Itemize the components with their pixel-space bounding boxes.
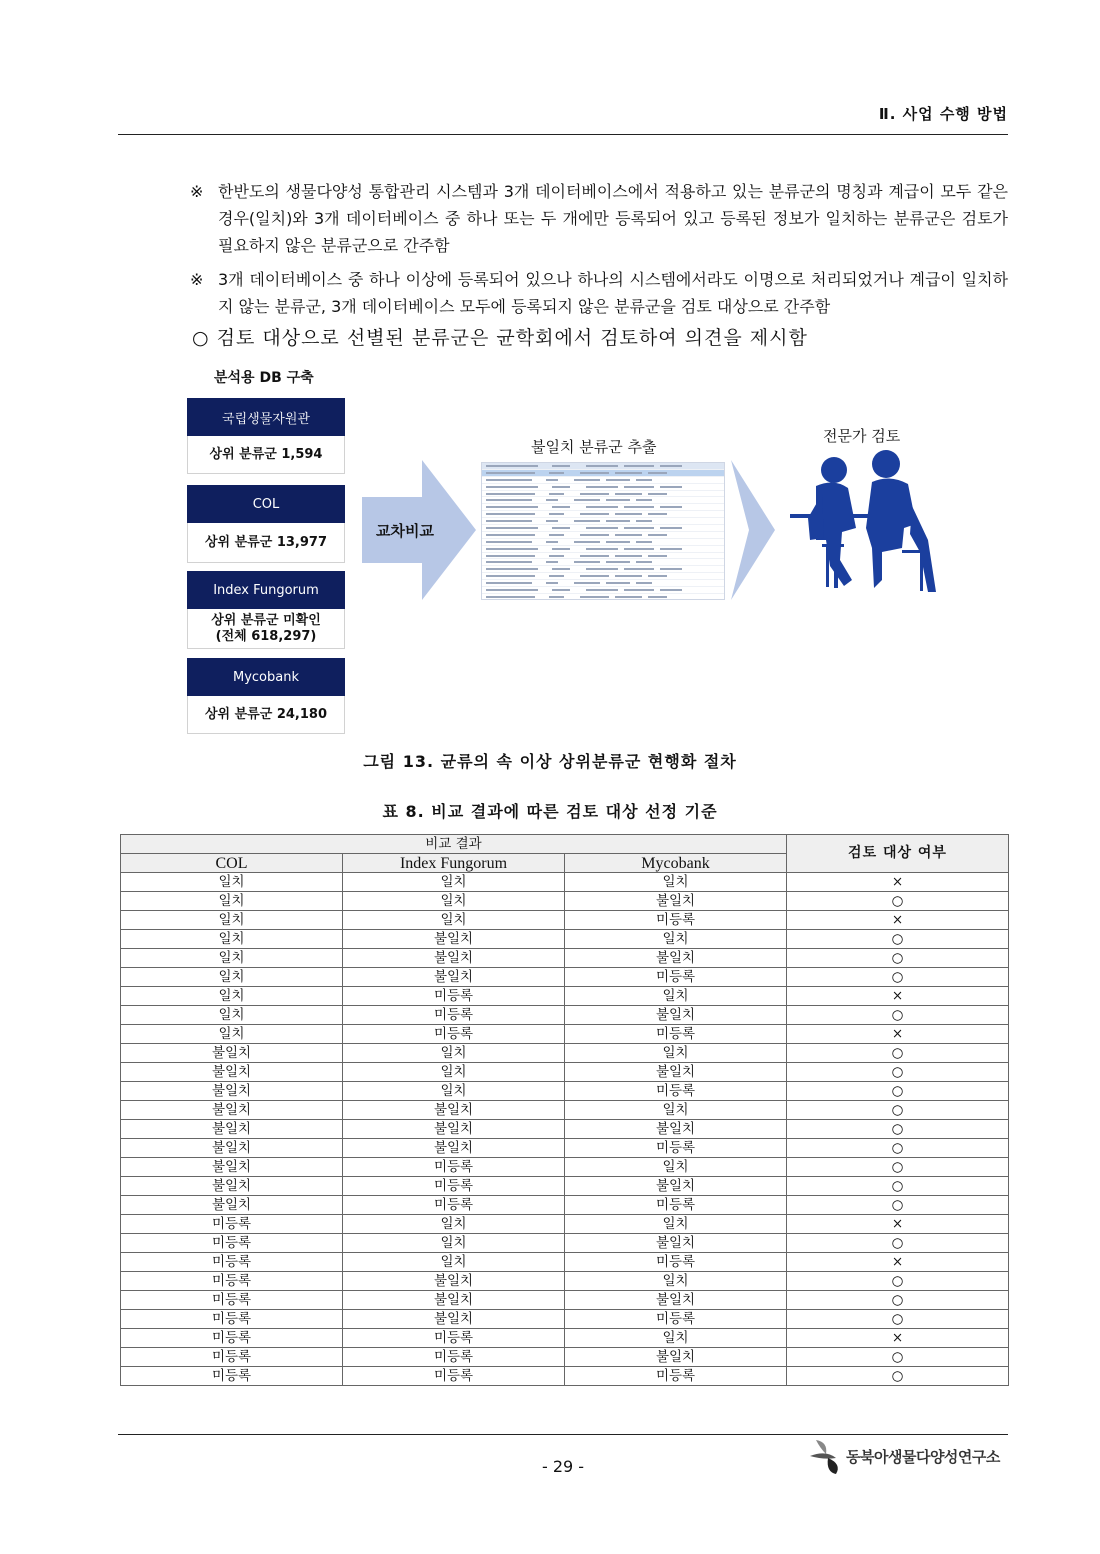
table-row [121,949,1009,968]
cross-compare-label: 교차비교 [376,522,434,540]
note-1 [190,178,1008,259]
result-cell: 불일치 [121,1196,343,1215]
result-cell: 미등록 [565,968,787,987]
result-cell: 미등록 [121,1367,343,1386]
table-review-header: 검토 대상 여부 [787,835,1009,873]
result-cell: 일치 [565,1272,787,1291]
criteria-table [120,834,1009,1386]
review-flag-cell: ○ [787,1044,1009,1063]
thumbnail-row [482,559,724,566]
result-cell: 일치 [121,1006,343,1025]
result-cell: 미등록 [343,1006,565,1025]
review-flag-cell: ○ [787,949,1009,968]
result-cell: 미등록 [343,1196,565,1215]
result-cell: 불일치 [565,949,787,968]
result-cell: 불일치 [343,930,565,949]
table-row [121,892,1009,911]
result-cell: 일치 [343,1234,565,1253]
review-flag-cell: ○ [787,1310,1009,1329]
result-cell: 불일치 [121,1044,343,1063]
table-row [121,1063,1009,1082]
review-flag-cell: ○ [787,1063,1009,1082]
result-cell: 미등록 [343,987,565,1006]
thumbnail-row [482,573,724,580]
table-group-header: 비교 결과 [121,835,787,854]
review-flag-cell: × [787,1253,1009,1272]
table-row [121,1044,1009,1063]
result-cell: 일치 [121,911,343,930]
result-cell: 미등록 [343,1329,565,1348]
result-cell: 일치 [343,1063,565,1082]
thumbnail-row [482,477,724,484]
result-cell: 미등록 [121,1291,343,1310]
result-cell: 미등록 [343,1348,565,1367]
result-cell: 불일치 [121,1177,343,1196]
review-flag-cell: ○ [787,930,1009,949]
result-cell: 불일치 [343,1101,565,1120]
extract-label: 불일치 분류군 추출 [531,438,657,456]
review-flag-cell: × [787,987,1009,1006]
result-cell: 불일치 [343,1310,565,1329]
result-cell: 미등록 [121,1215,343,1234]
review-flag-cell: ○ [787,892,1009,911]
table-row [121,1253,1009,1272]
note-mark: ※ [190,270,204,289]
result-cell: 불일치 [121,1063,343,1082]
thumbnail-row [482,532,724,539]
result-cell: 미등록 [565,911,787,930]
result-cell: 미등록 [343,1367,565,1386]
result-cell: 불일치 [343,968,565,987]
table-row [121,1272,1009,1291]
db-detail [187,609,345,649]
review-flag-cell: × [787,1329,1009,1348]
review-flag-cell: ○ [787,1196,1009,1215]
db-box-index-fungorum [187,571,345,649]
review-flag-cell: ○ [787,1006,1009,1025]
result-cell: 불일치 [565,1006,787,1025]
result-cell: 불일치 [565,1120,787,1139]
result-cell: 미등록 [565,1196,787,1215]
db-box-col [187,485,345,563]
result-cell: 불일치 [565,1291,787,1310]
result-cell: 불일치 [565,1234,787,1253]
thumbnail-row [482,580,724,587]
result-cell: 불일치 [121,1101,343,1120]
result-cell: 불일치 [343,1291,565,1310]
thumbnail-row [482,546,724,553]
db-name: COL [187,485,345,523]
review-flag-cell: ○ [787,1082,1009,1101]
result-cell: 미등록 [121,1329,343,1348]
result-cell: 일치 [565,873,787,892]
db-detail-line: (전체 618,297) [215,628,317,644]
result-cell: 일치 [565,1215,787,1234]
review-flag-cell: ○ [787,1367,1009,1386]
result-cell: 미등록 [343,1025,565,1044]
review-flag-cell: × [787,911,1009,930]
result-cell: 일치 [121,968,343,987]
table-row [121,968,1009,987]
thumbnail-row [482,553,724,560]
table-row [121,987,1009,1006]
thumbnail-row [482,491,724,498]
result-cell: 일치 [121,892,343,911]
db-name: 국립생물자원관 [187,398,345,436]
result-cell: 불일치 [343,1139,565,1158]
review-flag-cell: ○ [787,1291,1009,1310]
table-row [121,1310,1009,1329]
review-flag-cell: × [787,1215,1009,1234]
review-flag-cell: ○ [787,1139,1009,1158]
result-cell: 일치 [343,911,565,930]
review-flag-cell: ○ [787,1101,1009,1120]
bullet-paragraph: ○ 검토 대상으로 선별된 분류군은 균학회에서 검토하여 의견을 제시함 [192,327,808,349]
table-col-header: Index Fungorum [343,854,565,873]
result-cell: 미등록 [121,1253,343,1272]
result-cell: 일치 [343,873,565,892]
thumbnail-row [482,470,724,477]
figure-caption: 그림 13. 균류의 속 이상 상위분류군 현행화 절차 [363,752,737,771]
db-name: Mycobank [187,658,345,696]
table-row [121,1348,1009,1367]
result-cell: 미등록 [565,1025,787,1044]
table-row [121,1158,1009,1177]
result-cell: 불일치 [565,1063,787,1082]
note-2 [190,266,1008,320]
result-cell: 일치 [565,930,787,949]
result-cell: 일치 [343,1082,565,1101]
org-logo-icon [806,1436,846,1476]
thumbnail-row [482,566,724,573]
result-cell: 미등록 [121,1310,343,1329]
review-flag-cell: ○ [787,1120,1009,1139]
table-row [121,1177,1009,1196]
review-flag-cell: ○ [787,1177,1009,1196]
thumbnail-row [482,518,724,525]
table-row [121,1367,1009,1386]
page-number: - 29 - [541,1457,585,1476]
review-flag-cell: ○ [787,1272,1009,1291]
table-row [121,1006,1009,1025]
db-box-mycobank [187,658,345,734]
result-cell: 일치 [121,1025,343,1044]
result-cell: 미등록 [565,1139,787,1158]
db-name: Index Fungorum [187,571,345,609]
note-mark: ※ [190,182,204,201]
note-text: 한반도의 생물다양성 통합관리 시스템과 3개 데이터베이스에서 적용하고 있는 분류군의 명칭과 계급이 모두 같은 경우(일치)와 3개 데이터베이스 중 하나 또는 두 개에만 등록되어 있고 등록된 정보가 일치하는 분류군은 검토가 필요하지 않은 분류군으로 간주함 [218,182,1008,255]
result-cell: 일치 [343,892,565,911]
review-flag-cell: × [787,873,1009,892]
result-cell: 미등록 [121,1348,343,1367]
result-cell: 일치 [121,987,343,1006]
result-cell: 일치 [343,1215,565,1234]
table-row [121,911,1009,930]
table-row [121,1120,1009,1139]
result-cell: 불일치 [121,1082,343,1101]
result-cell: 불일치 [121,1120,343,1139]
result-cell: 불일치 [343,1272,565,1291]
db-detail: 상위 분류군 1,594 [187,436,345,474]
header-title: Ⅱ. 사업 수행 방법 [878,105,1008,123]
table-row [121,1329,1009,1348]
thumbnail-row [482,484,724,491]
thumbnail-row [482,511,724,518]
result-cell: 미등록 [565,1082,787,1101]
table-row [121,1291,1009,1310]
result-cell: 일치 [343,1044,565,1063]
table-row [121,1025,1009,1044]
footer-rule [118,1434,1008,1435]
table-row [121,1082,1009,1101]
result-cell: 불일치 [565,892,787,911]
result-cell: 미등록 [121,1234,343,1253]
result-cell: 불일치 [565,1348,787,1367]
thumbnail-row [482,539,724,546]
result-cell: 불일치 [343,1120,565,1139]
expert-arrow [731,460,777,600]
review-flag-cell: ○ [787,1158,1009,1177]
table-caption: 표 8. 비교 결과에 따른 검토 대상 선정 기준 [382,802,718,821]
thumbnail-row [482,594,724,600]
thumbnail-row [482,504,724,511]
org-name: 동북아생물다양성연구소 [846,1448,1000,1466]
db-detail: 상위 분류군 13,977 [187,523,345,563]
thumbnail-row [482,497,724,504]
result-cell: 미등록 [343,1177,565,1196]
table-row [121,1196,1009,1215]
result-cell: 일치 [565,1329,787,1348]
table-row [121,873,1009,892]
table-col-header: Mycobank [565,854,787,873]
review-flag-cell: ○ [787,1234,1009,1253]
table-col-header: COL [121,854,343,873]
table-row [121,1139,1009,1158]
table-row [121,1101,1009,1120]
mismatch-table-thumbnail [481,462,725,600]
figure-db-label: 분석용 DB 구축 [214,370,314,386]
thumbnail-row [482,525,724,532]
result-cell: 미등록 [565,1310,787,1329]
result-cell: 일치 [565,1101,787,1120]
result-cell: 일치 [565,1044,787,1063]
expert-label: 전문가 검토 [823,427,901,445]
table-row [121,1234,1009,1253]
note-text: 3개 데이터베이스 중 하나 이상에 등록되어 있으나 하나의 시스템에서라도 이명으로 처리되었거나 계급이 일치하지 않는 분류군, 3개 데이터베이스 모두에 등록되지 않은 분류군을 검토 대상으로 간주함 [218,270,1008,316]
review-flag-cell: × [787,1025,1009,1044]
header-rule [118,134,1008,135]
result-cell: 불일치 [565,1177,787,1196]
result-cell: 일치 [121,873,343,892]
result-cell: 미등록 [121,1272,343,1291]
result-cell: 미등록 [565,1253,787,1272]
table-row [121,1215,1009,1234]
result-cell: 불일치 [343,949,565,968]
result-cell: 미등록 [343,1158,565,1177]
result-cell: 일치 [343,1253,565,1272]
thumbnail-row [482,463,724,470]
thumbnail-row [482,587,724,594]
result-cell: 불일치 [121,1139,343,1158]
result-cell: 일치 [565,1158,787,1177]
experts-meeting-icon [786,448,942,596]
table-row [121,930,1009,949]
result-cell: 불일치 [121,1158,343,1177]
db-detail: 상위 분류군 24,180 [187,696,345,734]
review-flag-cell: ○ [787,968,1009,987]
db-detail-line: 상위 분류군 미확인 [211,612,321,628]
db-box-nibr [187,398,345,474]
result-cell: 일치 [121,949,343,968]
review-flag-cell: ○ [787,1348,1009,1367]
result-cell: 일치 [565,987,787,1006]
result-cell: 미등록 [565,1367,787,1386]
result-cell: 일치 [121,930,343,949]
